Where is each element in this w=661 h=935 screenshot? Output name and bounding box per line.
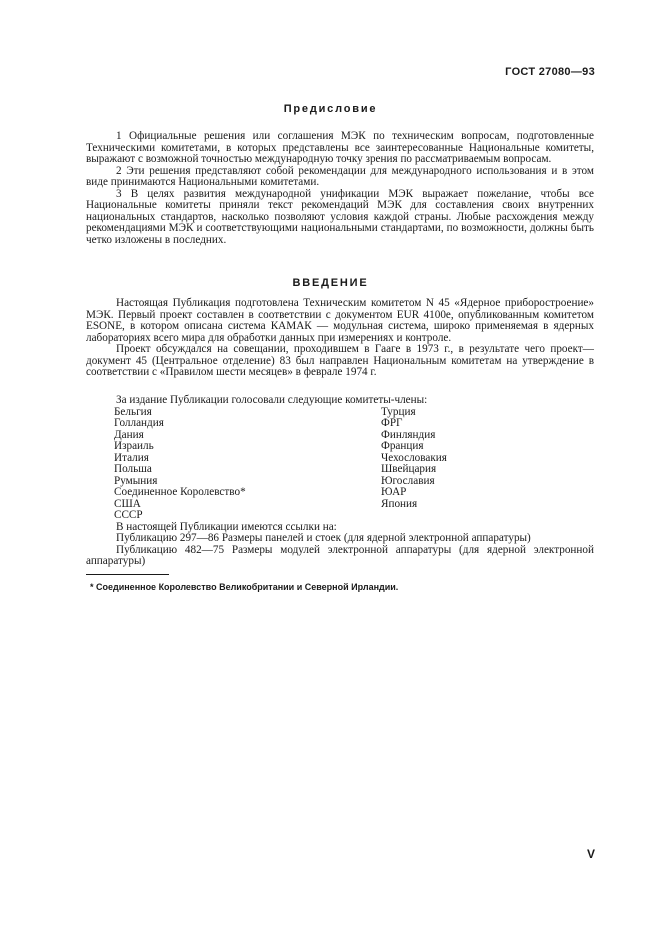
- country-item: Италия: [114, 451, 149, 464]
- country-item: ФРГ: [381, 417, 403, 429]
- foreword-body: [86, 131, 594, 246]
- country-item: Чехословакия: [381, 451, 447, 464]
- country-list-right: [381, 407, 447, 522]
- foreword-paragraph-3: 3 В целях развития международной унификации МЭК выражает пожелание, чтобы все Национальные комитеты приняли текст рекомендаций МЭК для составления своих внутренних национальных стандартов, насколько позволяют условия каждой страны. Любые расхождения между рекомендациями МЭК и соответствующими национальными стандартами, по возможности, должны быть четко изложены в последних.: [86, 187, 594, 246]
- country-item: Швейцария: [381, 463, 437, 475]
- footnote: * Соединенное Королевство Великобритании и Северной Ирландии.: [90, 582, 399, 592]
- references: [86, 522, 594, 568]
- page-number: V: [586, 847, 595, 861]
- country-item: Япония: [381, 497, 418, 510]
- introduction-paragraph-1: Настоящая Публикация подготовлена Техническим комитетом N 45 «Ядерное приборостроение» МЭК. Первый проект составлен в соответствии с документом EUR 4100e, опубликованным комитетом ESONE, в котором описана система КАМАК — модульная система, широко применяемая в ядерных лабораториях всего мира для обработки данных при измерениях и контроле.: [86, 297, 594, 344]
- country-item: Польша: [114, 463, 152, 475]
- country-item: ЮАР: [381, 486, 407, 498]
- country-item: Франция: [381, 440, 424, 452]
- country-item: Израиль: [114, 440, 154, 452]
- country-item: США: [114, 497, 141, 510]
- country-item: СССР: [114, 509, 143, 521]
- country-item: Румыния: [114, 474, 158, 487]
- country-item: Голландия: [114, 417, 164, 429]
- country-item: Финляндия: [381, 428, 436, 441]
- introduction-paragraph-2: Проект обсуждался на совещании, проходившем в Гааге в 1973 г., в результате чего проект—документ 45 (Центральное отделение) 83 был направлен Национальным комитетам на утверждение в соответствии с «Правилом шести месяцев» в феврале 1974 г.: [86, 343, 594, 378]
- foreword-paragraph-1: 1 Официальные решения или соглашения МЭК по техническим вопросам, подготовленные Техническими комитетами, в которых представлены все заинтересованные Национальные комитеты, выражают с возможной точностью международную точку зрения по рассматриваемым вопросам.: [86, 130, 594, 165]
- country-list-left: [86, 407, 381, 522]
- country-item: Югославия: [381, 474, 435, 487]
- country-columns: [86, 407, 594, 522]
- country-item: Соединенное Королевство*: [114, 486, 246, 498]
- introduction-title: ВВЕДЕНИЕ: [292, 277, 369, 289]
- document-code: ГОСТ 27080—93: [505, 66, 595, 78]
- vote-intro: За издание Публикации голосовали следующие комитеты-члены:: [116, 394, 428, 406]
- reference-item: Публикацию 297—86 Размеры панелей и стоек (для ядерной электронной аппаратуры): [116, 532, 531, 544]
- introduction-body: [86, 298, 594, 379]
- country-item: Бельгия: [114, 405, 152, 418]
- foreword-paragraph-2: 2 Эти решения представляют собой рекомендации для международного использования и в этом виде принимаются Национальными комитетами.: [86, 164, 594, 188]
- references-intro: В настоящей Публикации имеются ссылки на:: [116, 520, 337, 533]
- foreword-title: Предисловие: [283, 103, 378, 115]
- reference-item: Публикацию 482—75 Размеры модулей электронной аппаратуры (для ядерной электронной аппаратуры): [86, 543, 594, 567]
- country-item: Дания: [114, 428, 144, 441]
- footnote-divider: [86, 574, 169, 575]
- country-item: Турция: [381, 405, 416, 418]
- voting-section: [86, 395, 594, 568]
